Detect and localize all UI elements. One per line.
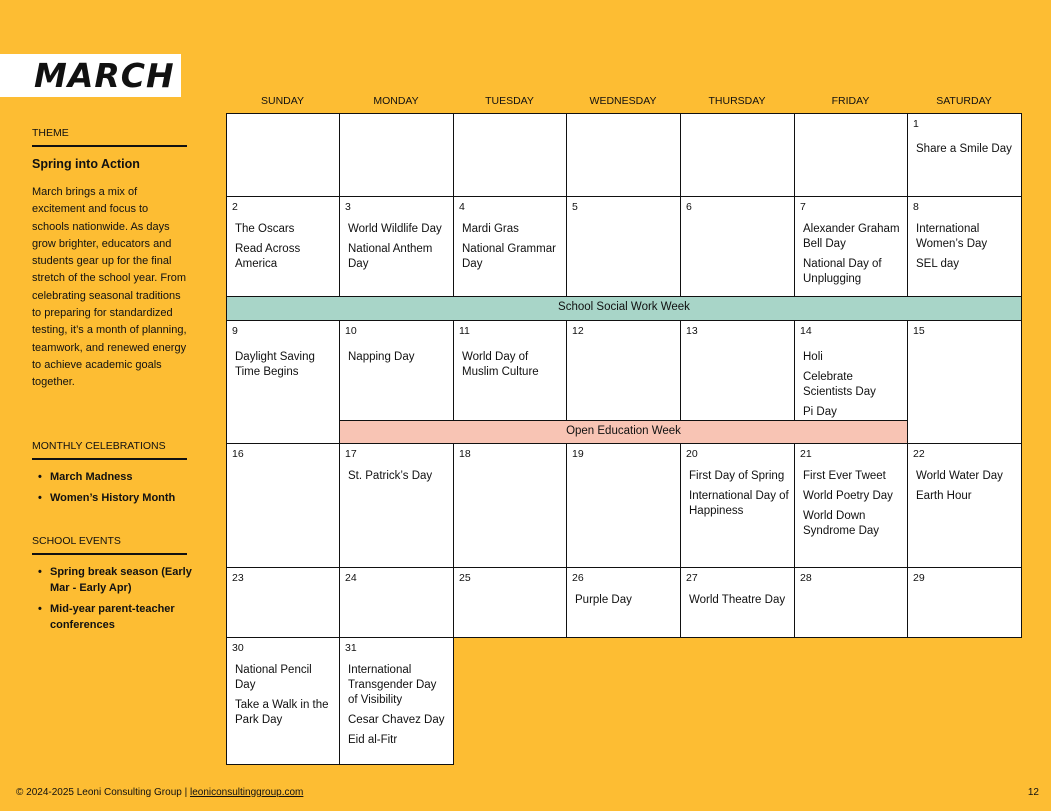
- calendar-event[interactable]: National Anthem Day: [348, 243, 433, 270]
- calendar-event[interactable]: St. Patrick’s Day: [348, 470, 433, 482]
- day-cell-9[interactable]: [226, 320, 340, 444]
- calendar-event[interactable]: Purple Day: [575, 594, 632, 606]
- day-number: 15: [913, 325, 925, 337]
- celebrations-heading: MONTHLY CELEBRATIONS: [32, 440, 187, 460]
- day-number: 24: [345, 572, 357, 584]
- day-number: 31: [345, 642, 357, 654]
- calendar-event[interactable]: World Water Day: [916, 470, 1003, 482]
- day-number: 8: [913, 201, 919, 213]
- day-number: 20: [686, 448, 698, 460]
- day-cell-12[interactable]: [566, 320, 681, 421]
- day-events: [803, 469, 903, 544]
- day-cell-1[interactable]: [907, 113, 1022, 197]
- weekday-header: MONDAY: [373, 95, 419, 107]
- events-list: [32, 564, 192, 638]
- day-cell-31[interactable]: [339, 637, 454, 765]
- day-cell-8[interactable]: [907, 196, 1022, 297]
- day-events: [803, 350, 903, 425]
- calendar-event[interactable]: National Pencil Day: [235, 664, 312, 691]
- day-cell-24[interactable]: [339, 567, 454, 638]
- calendar-event[interactable]: World Down Syndrome Day: [803, 510, 880, 537]
- day-cell-6[interactable]: [680, 196, 795, 297]
- day-number: 1: [913, 118, 919, 130]
- calendar-event[interactable]: National Day of Unplugging: [803, 258, 882, 285]
- day-cell-4[interactable]: [453, 196, 567, 297]
- calendar-event[interactable]: Share a Smile Day: [916, 143, 1012, 155]
- weekday-header: TUESDAY: [485, 95, 534, 107]
- day-events: [916, 469, 1017, 509]
- weekday-header: SUNDAY: [261, 95, 304, 107]
- theme-heading: THEME: [32, 127, 187, 147]
- calendar-event[interactable]: SEL day: [916, 258, 960, 270]
- weekday-header: WEDNESDAY: [589, 95, 657, 107]
- day-cell-21[interactable]: [794, 443, 908, 568]
- day-cell-17[interactable]: [339, 443, 454, 568]
- day-events: [462, 350, 562, 385]
- copyright-text: © 2024-2025 Leoni Consulting Group |: [16, 787, 190, 798]
- calendar-event[interactable]: Mardi Gras: [462, 223, 519, 235]
- day-number: 22: [913, 448, 925, 460]
- events-heading: SCHOOL EVENTS: [32, 535, 187, 555]
- calendar-event[interactable]: Daylight Saving Time Begins: [235, 351, 315, 378]
- empty-day-cell: [226, 113, 340, 197]
- calendar-event[interactable]: International Women’s Day: [916, 223, 988, 250]
- day-number: 9: [232, 325, 238, 337]
- day-cell-11[interactable]: [453, 320, 567, 421]
- day-number: 11: [459, 325, 470, 337]
- day-events: [348, 222, 449, 277]
- day-cell-2[interactable]: [226, 196, 340, 297]
- day-cell-14[interactable]: [794, 320, 908, 421]
- day-cell-28[interactable]: [794, 567, 908, 638]
- day-events: [235, 663, 335, 733]
- day-number: 14: [800, 325, 812, 337]
- weekday-header: SATURDAY: [936, 95, 992, 107]
- day-events: [348, 663, 449, 753]
- day-number: 2: [232, 201, 238, 213]
- calendar-event[interactable]: Celebrate Scientists Day: [803, 371, 876, 398]
- weekday-header: FRIDAY: [831, 95, 870, 107]
- calendar-event[interactable]: Read Across America: [235, 243, 301, 270]
- day-cell-7[interactable]: [794, 196, 908, 297]
- day-number: 6: [686, 201, 692, 213]
- day-cell-30[interactable]: [226, 637, 340, 765]
- day-number: 30: [232, 642, 244, 654]
- list-item: • Women’s History Month: [32, 490, 192, 506]
- day-number: 26: [572, 572, 584, 584]
- weekday-header: THURSDAY: [708, 95, 766, 107]
- day-number: 5: [572, 201, 578, 213]
- day-number: 23: [232, 572, 244, 584]
- calendar-event[interactable]: World Theatre Day: [689, 594, 786, 606]
- calendar-event[interactable]: Take a Walk in the Park Day: [235, 699, 329, 726]
- theme-description: March brings a mix of excitement and focus to schools nationwide. As days grow brighter, educators and students gear up for the final stretch of the school year. From celebrating seasonal traditions to preparing for standardized testing, it’s a month of planning, teamwork, and renewed energy to achieve academic goals together.: [32, 186, 187, 389]
- day-events: [689, 593, 790, 613]
- day-cell-29[interactable]: [907, 567, 1022, 638]
- calendar-event[interactable]: Holi: [803, 351, 823, 363]
- calendar-event[interactable]: Eid al-Fitr: [348, 734, 398, 746]
- day-cell-5[interactable]: [566, 196, 681, 297]
- day-cell-13[interactable]: [680, 320, 795, 421]
- day-events: [916, 222, 1017, 277]
- day-number: 4: [459, 201, 465, 213]
- day-cell-15[interactable]: [907, 320, 1022, 444]
- calendar-event[interactable]: Napping Day: [348, 351, 415, 363]
- day-events: [575, 593, 676, 613]
- day-cell-22[interactable]: [907, 443, 1022, 568]
- empty-day-cell: [680, 113, 795, 197]
- day-number: 29: [913, 572, 925, 584]
- calendar-event[interactable]: World Day of Muslim Culture: [462, 351, 539, 378]
- day-number: 25: [459, 572, 471, 584]
- day-cell-18[interactable]: [453, 443, 567, 568]
- day-events: [235, 350, 335, 385]
- day-events: [803, 222, 903, 292]
- day-number: 13: [686, 325, 698, 337]
- empty-day-cell: [453, 113, 567, 197]
- celebrations-list: [32, 469, 192, 511]
- calendar-event[interactable]: National Grammar Day: [462, 243, 556, 270]
- calendar-event[interactable]: First Day of Spring: [689, 470, 785, 482]
- calendar-event[interactable]: Cesar Chavez Day: [348, 714, 445, 726]
- day-cell-26[interactable]: [566, 567, 681, 638]
- page-number: 12: [1027, 787, 1039, 798]
- month-title: MARCH: [34, 56, 175, 95]
- day-number: 10: [345, 325, 357, 337]
- calendar-event[interactable]: World Wildlife Day: [348, 223, 442, 235]
- day-number: 27: [686, 572, 698, 584]
- day-events: [348, 469, 449, 489]
- day-number: 7: [800, 201, 806, 213]
- calendar-event[interactable]: Pi Day: [803, 406, 837, 418]
- day-cell-16[interactable]: [226, 443, 340, 568]
- calendar-event[interactable]: Alexander Graham Bell Day: [803, 223, 900, 250]
- calendar-event[interactable]: Earth Hour: [916, 490, 972, 502]
- footer-copyright: [16, 787, 303, 798]
- day-number: 28: [800, 572, 812, 584]
- empty-day-cell: [566, 113, 681, 197]
- day-cell-23[interactable]: [226, 567, 340, 638]
- day-number: 21: [800, 448, 812, 460]
- list-item: • March Madness: [32, 469, 192, 485]
- day-cell-19[interactable]: [566, 443, 681, 568]
- day-events: [689, 469, 790, 524]
- day-cell-27[interactable]: [680, 567, 795, 638]
- calendar-event[interactable]: The Oscars: [235, 223, 295, 235]
- calendar-event[interactable]: International Transgender Day of Visibility: [348, 664, 437, 706]
- day-number: 12: [572, 325, 584, 337]
- day-number: 18: [459, 448, 471, 460]
- day-cell-20[interactable]: [680, 443, 795, 568]
- day-events: [916, 142, 1017, 162]
- week-band-social-work[interactable]: School Social Work Week: [226, 296, 1022, 321]
- calendar-event[interactable]: International Day of Happiness: [689, 490, 789, 517]
- day-events: [235, 222, 335, 277]
- empty-day-cell: [794, 113, 908, 197]
- day-number: 17: [345, 448, 357, 460]
- day-cell-3[interactable]: [339, 196, 454, 297]
- day-number: 3: [345, 201, 351, 213]
- theme-title: Spring into Action: [32, 157, 140, 171]
- month-title-box: [0, 54, 181, 97]
- day-number: 16: [232, 448, 244, 460]
- empty-day-cell: [339, 113, 454, 197]
- day-events: [348, 350, 449, 370]
- website-link[interactable]: leoniconsultinggroup.com: [189, 787, 304, 798]
- day-cell-10[interactable]: [339, 320, 454, 421]
- day-number: 19: [572, 448, 584, 460]
- list-item: • Mid-year parent-teacher conferences: [32, 601, 192, 633]
- calendar-event[interactable]: First Ever Tweet: [803, 470, 886, 482]
- week-band-open-ed[interactable]: Open Education Week: [339, 420, 908, 444]
- day-events: [462, 222, 562, 277]
- day-cell-25[interactable]: [453, 567, 567, 638]
- list-item: • Spring break season (Early Mar - Early Apr): [32, 564, 192, 596]
- calendar-event[interactable]: World Poetry Day: [803, 490, 893, 502]
